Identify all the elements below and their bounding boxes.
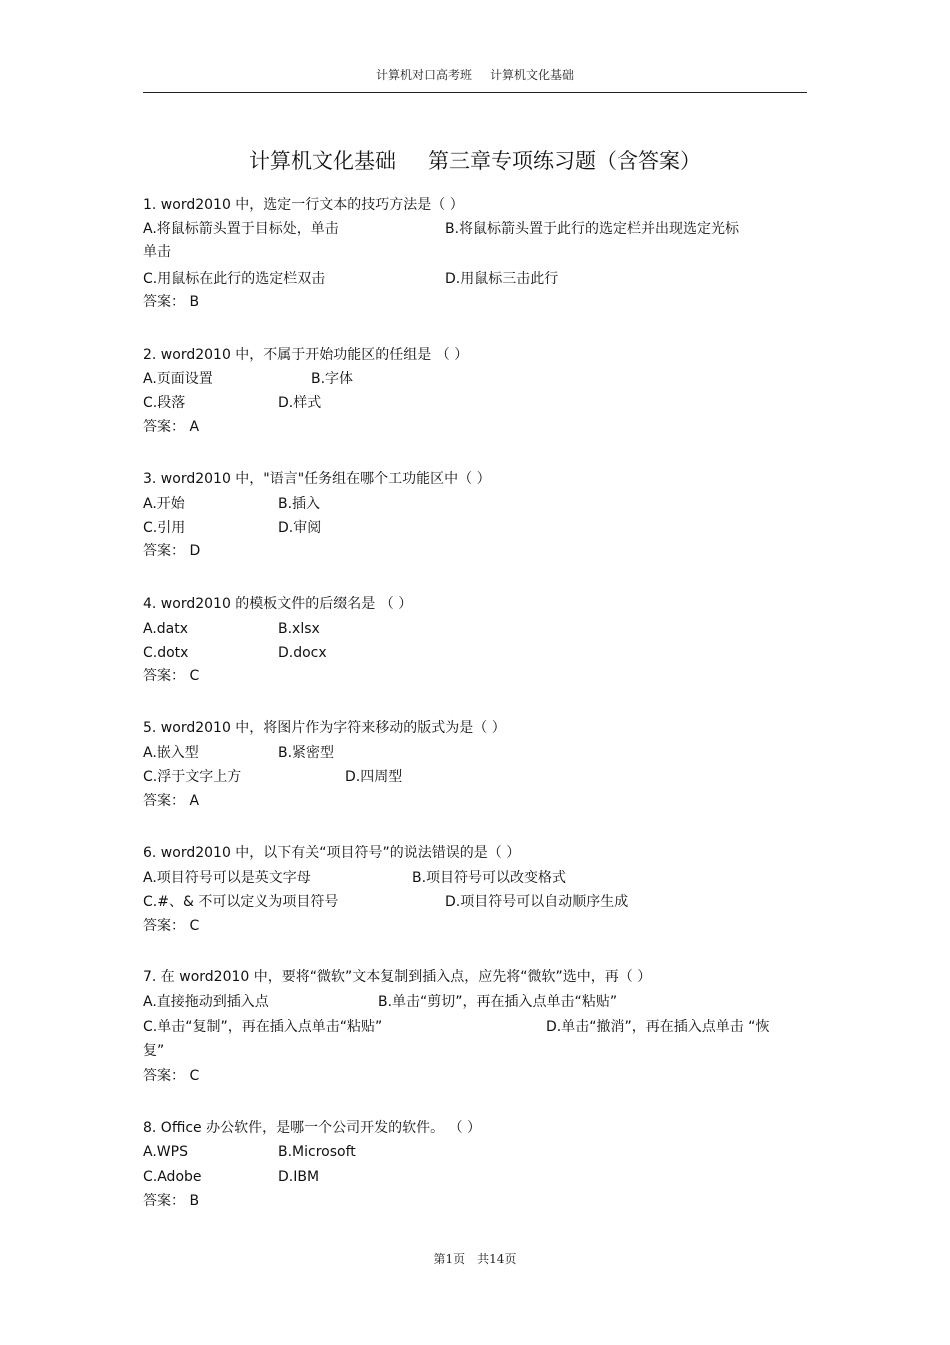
question-6-option-d: D.项目符号可以自动顺序生成 bbox=[445, 894, 629, 910]
question-1-option-c: C.用鼠标在此行的选定栏双击 bbox=[143, 271, 326, 287]
question-4-option-b: B.xlsx bbox=[278, 621, 320, 637]
page-total: 共14页 bbox=[477, 1252, 517, 1266]
question-8-option-d: D.IBM bbox=[278, 1169, 320, 1185]
question-3-option-c: C.引用 bbox=[143, 520, 186, 536]
question-1-option-b-continued: 单击 bbox=[143, 244, 171, 260]
question-3-option-b: B.插入 bbox=[278, 496, 321, 512]
question-7-answer: 答案： C bbox=[143, 1068, 200, 1084]
question-7-stem: 7. 在 word2010 中，要将“微软”文本复制到插入点，应先将“微软”选中，再（ ） bbox=[143, 969, 652, 985]
question-6-option-c: C.#、& 不可以定义为项目符号 bbox=[143, 894, 339, 910]
title-chapter: 第三章专项练习题（含答案） bbox=[428, 149, 701, 173]
question-5-option-a: A.嵌入型 bbox=[143, 745, 199, 761]
question-1-stem: 1. word2010 中，选定一行文本的技巧方法是（ ） bbox=[143, 197, 464, 213]
question-6-option-a: A.项目符号可以是英文字母 bbox=[143, 870, 311, 886]
question-3-option-d: D.审阅 bbox=[278, 520, 322, 536]
question-8-option-c: C.Adobe bbox=[143, 1169, 202, 1185]
question-5-option-d: D.四周型 bbox=[345, 769, 403, 785]
question-7-option-b: B.单击“剪切”，再在插入点单击“粘贴” bbox=[378, 994, 618, 1010]
question-7-option-d: D.单击“撤消”，再在插入点单击 “恢 bbox=[546, 1019, 770, 1035]
question-8-stem: 8. Office 办公软件，是哪一个公司开发的软件。 （ ） bbox=[143, 1120, 482, 1136]
question-2-answer: 答案： A bbox=[143, 419, 200, 435]
question-1-answer: 答案： B bbox=[143, 294, 200, 310]
page-header bbox=[143, 66, 807, 93]
question-6-stem: 6. word2010 中，以下有关“项目符号”的说法错误的是（ ） bbox=[143, 845, 521, 861]
page-number: 第1页 bbox=[433, 1252, 466, 1266]
question-5-answer: 答案： A bbox=[143, 793, 200, 809]
question-3-stem: 3. word2010 中，"语言"任务组在哪个工功能区中（ ） bbox=[143, 471, 491, 487]
question-5-option-b: B.紧密型 bbox=[278, 745, 335, 761]
question-4-option-d: D.docx bbox=[278, 645, 327, 661]
question-5-option-c: C.浮于文字上方 bbox=[143, 769, 242, 785]
question-2-option-c: C.段落 bbox=[143, 395, 186, 411]
question-3-answer: 答案： D bbox=[143, 543, 201, 559]
question-6-option-b: B.项目符号可以改变格式 bbox=[412, 870, 567, 886]
question-4-answer: 答案： C bbox=[143, 668, 200, 684]
page-footer bbox=[0, 1250, 950, 1267]
document-title bbox=[0, 145, 950, 175]
question-8-option-a: A.WPS bbox=[143, 1144, 188, 1160]
question-1-option-b: B.将鼠标箭头置于此行的选定栏并出现选定光标 bbox=[445, 221, 740, 237]
title-course: 计算机文化基础 bbox=[249, 149, 396, 173]
question-6-answer: 答案： C bbox=[143, 918, 200, 934]
question-3-option-a: A.开始 bbox=[143, 496, 185, 512]
question-2-option-b: B.字体 bbox=[311, 371, 354, 387]
question-4-stem: 4. word2010 的模板文件的后缀名是 （ ） bbox=[143, 596, 413, 612]
header-class-name: 计算机对口高考班 bbox=[375, 68, 472, 82]
question-7-option-d-continued: 复” bbox=[143, 1043, 165, 1059]
question-2-option-d: D.样式 bbox=[278, 395, 322, 411]
question-4-option-a: A.datx bbox=[143, 621, 189, 637]
question-4-option-c: C.dotx bbox=[143, 645, 189, 661]
question-2-option-a: A.页面设置 bbox=[143, 371, 213, 387]
question-1-option-d: D.用鼠标三击此行 bbox=[445, 271, 559, 287]
header-course-name: 计算机文化基础 bbox=[490, 68, 575, 82]
question-5-stem: 5. word2010 中，将图片作为字符来移动的版式为是（ ） bbox=[143, 720, 506, 736]
question-2-stem: 2. word2010 中，不属于开始功能区的任组是 （ ） bbox=[143, 347, 469, 363]
question-7-option-a: A.直接拖动到插入点 bbox=[143, 994, 269, 1010]
question-8-option-b: B.Microsoft bbox=[278, 1144, 356, 1160]
question-8-answer: 答案： B bbox=[143, 1193, 200, 1209]
question-7-option-c: C.单击“复制”，再在插入点单击“粘贴” bbox=[143, 1019, 383, 1035]
question-1-option-a: A.将鼠标箭头置于目标处，单击 bbox=[143, 221, 339, 237]
